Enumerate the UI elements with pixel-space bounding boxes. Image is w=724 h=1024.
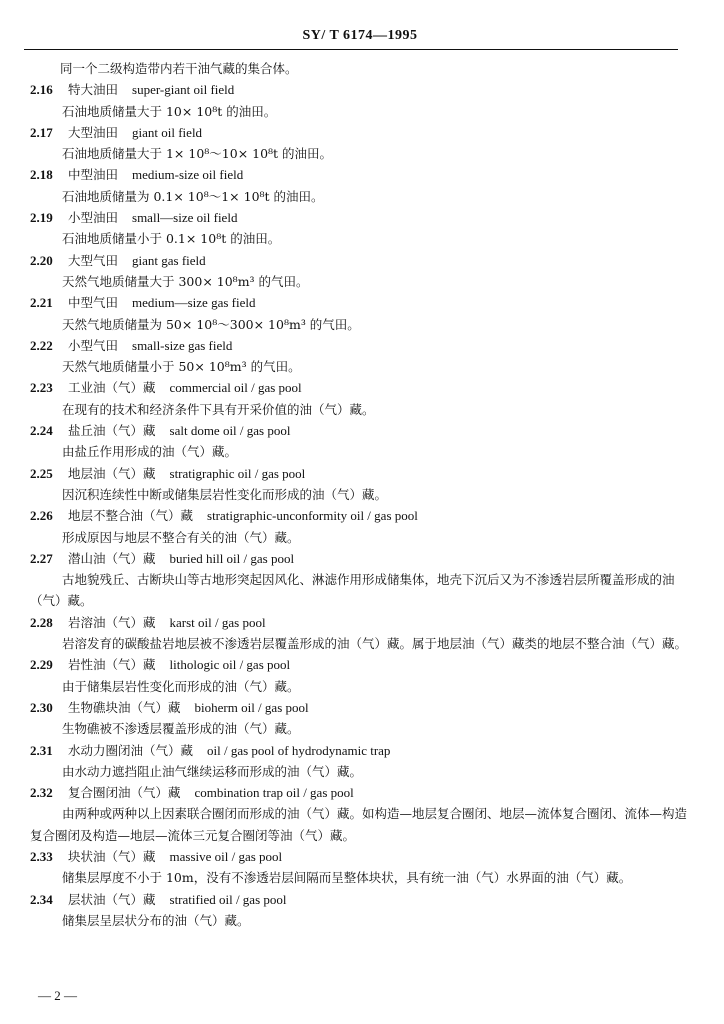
term-heading [30, 335, 690, 356]
term-heading [30, 420, 690, 441]
term-chinese: 生物礁块油（气）藏 [68, 699, 181, 715]
term-english: karst oil / gas pool [169, 614, 266, 630]
term-english: oil / gas pool of hydrodynamic trap [207, 742, 391, 758]
term-number: 2.19 [30, 210, 53, 226]
term-number: 2.25 [30, 465, 53, 481]
term-definition: 由水动力遮挡阻止油气继续运移而形成的油（气）藏。 [62, 763, 363, 779]
term-english: stratigraphic-unconformity oil / gas pool [207, 508, 418, 524]
term-definition: 天然气地质储量小于 50× 10⁸m³ 的气田。 [62, 359, 301, 375]
term-heading [30, 782, 690, 803]
header-rule [24, 49, 678, 50]
term-heading [30, 250, 690, 271]
term-chinese: 潜山油（气）藏 [68, 550, 156, 566]
term-number: 2.24 [30, 423, 53, 439]
term-chinese: 岩性油（气）藏 [68, 657, 156, 673]
term-chinese: 大型气田 [68, 252, 119, 268]
term-english: bioherm oil / gas pool [194, 699, 309, 715]
term-heading [30, 889, 690, 910]
term-number: 2.17 [30, 124, 53, 140]
term-chinese: 小型气田 [68, 337, 119, 353]
term-definition: 天然气地质储量大于 300× 10⁸m³ 的气田。 [62, 273, 309, 289]
term-english: massive oil / gas pool [169, 848, 283, 864]
term-heading [30, 697, 690, 718]
term-number: 2.31 [30, 742, 53, 758]
term-definition: 由于储集层岩性变化而形成的油（气）藏。 [62, 678, 300, 694]
term-english: salt dome oil / gas pool [169, 423, 291, 439]
term-english: giant gas field [132, 252, 206, 268]
term-number: 2.16 [30, 82, 53, 98]
term-heading [30, 740, 690, 761]
term-heading [30, 207, 690, 228]
term-number: 2.28 [30, 614, 53, 630]
term-number: 2.18 [30, 167, 53, 183]
term-english: medium—size gas field [132, 295, 256, 311]
term-number: 2.20 [30, 252, 53, 268]
term-chinese: 复合圈闭油（气）藏 [68, 785, 181, 801]
term-english: small—size oil field [132, 210, 238, 226]
term-chinese: 大型油田 [68, 124, 119, 140]
intro-line: 同一个二级构造带内若干油气藏的集合体。 [60, 61, 298, 76]
term-heading [30, 548, 690, 569]
document-body [30, 58, 690, 931]
term-heading [30, 654, 690, 675]
term-chinese: 工业油（气）藏 [68, 380, 156, 396]
term-definition: 因沉积连续性中断或储集层岩性变化而形成的油（气）藏。 [62, 486, 388, 502]
page-number: — 2 — [38, 988, 77, 1003]
term-chinese: 特大油田 [68, 82, 119, 98]
term-chinese: 中型油田 [68, 167, 119, 183]
term-english: combination trap oil / gas pool [194, 785, 354, 801]
term-entries [30, 79, 690, 931]
term-definition: 储集层厚度不小于 10m，没有不渗透岩层间隔而呈整体块状，具有统一油（气）水界面的油（气）藏。 [62, 870, 632, 886]
term-english: giant oil field [132, 124, 203, 140]
term-number: 2.32 [30, 785, 53, 801]
term-number: 2.29 [30, 657, 53, 673]
term-english: super-giant oil field [132, 82, 235, 98]
term-chinese: 块状油（气）藏 [68, 848, 156, 864]
term-heading [30, 505, 690, 526]
term-english: stratigraphic oil / gas pool [169, 465, 306, 481]
term-english: small-size gas field [132, 337, 233, 353]
term-number: 2.26 [30, 508, 53, 524]
term-heading [30, 292, 690, 313]
term-english: buried hill oil / gas pool [169, 550, 295, 566]
term-chinese: 盐丘油（气）藏 [68, 423, 156, 439]
term-definition: 岩溶发育的碳酸盐岩地层被不渗透岩层覆盖形成的油（气）藏。属于地层油（气）藏类的地层不整合油（气）藏。 [62, 636, 688, 652]
term-chinese: 中型气田 [68, 295, 119, 311]
term-english: lithologic oil / gas pool [169, 657, 291, 673]
term-definition: 由两种或两种以上因素联合圈闭而形成的油（气）藏。如构造—地层复合圈闭、地层—流体复合圈闭、流体—构造复合圈闭及构造—地层—流体三元复合圈闭等油（气）藏。 [30, 806, 688, 843]
term-number: 2.23 [30, 380, 53, 396]
term-definition: 天然气地质储量为 50× 10⁸～300× 10⁸m³ 的气田。 [62, 316, 360, 332]
term-definition: 生物礁被不渗透层覆盖形成的油（气）藏。 [62, 721, 300, 737]
term-heading [30, 79, 690, 100]
term-english: stratified oil / gas pool [169, 891, 287, 907]
term-heading [30, 463, 690, 484]
term-english: medium-size oil field [132, 167, 244, 183]
term-number: 2.34 [30, 891, 53, 907]
term-heading [30, 612, 690, 633]
term-chinese: 层状油（气）藏 [68, 891, 156, 907]
term-chinese: 地层油（气）藏 [68, 465, 156, 481]
term-chinese: 岩溶油（气）藏 [68, 614, 156, 630]
term-number: 2.30 [30, 699, 53, 715]
term-definition: 石油地质储量大于 1× 10⁸～10× 10⁸t 的油田。 [62, 146, 333, 162]
term-heading [30, 846, 690, 867]
term-definition: 石油地质储量大于 10× 10⁸t 的油田。 [62, 103, 277, 119]
term-definition: 石油地质储量为 0.1× 10⁸～1× 10⁸t 的油田。 [62, 188, 324, 204]
term-definition: 储集层呈层状分布的油（气）藏。 [62, 912, 250, 928]
term-heading [30, 377, 690, 398]
term-chinese: 地层不整合油（气）藏 [68, 508, 194, 524]
term-chinese: 水动力圈闭油（气）藏 [68, 742, 194, 758]
term-definition: 形成原因与地层不整合有关的油（气）藏。 [62, 529, 300, 545]
term-number: 2.33 [30, 848, 53, 864]
term-number: 2.21 [30, 295, 53, 311]
term-definition: 石油地质储量小于 0.1× 10⁸t 的油田。 [62, 231, 281, 247]
term-english: commercial oil / gas pool [169, 380, 302, 396]
term-number: 2.27 [30, 550, 53, 566]
term-heading [30, 122, 690, 143]
document-header-code: SY/ T 6174—1995 [302, 28, 418, 43]
term-definition: 由盐丘作用形成的油（气）藏。 [62, 444, 238, 460]
term-definition: 在现有的技术和经济条件下具有开采价值的油（气）藏。 [62, 401, 375, 417]
term-definition: 古地貌残丘、古断块山等古地形突起因风化、淋滤作用形成储集体，地壳下沉后又为不渗透岩层所覆盖形成的油（气）藏。 [30, 572, 675, 609]
term-chinese: 小型油田 [68, 210, 119, 226]
term-heading [30, 164, 690, 185]
term-number: 2.22 [30, 337, 53, 353]
